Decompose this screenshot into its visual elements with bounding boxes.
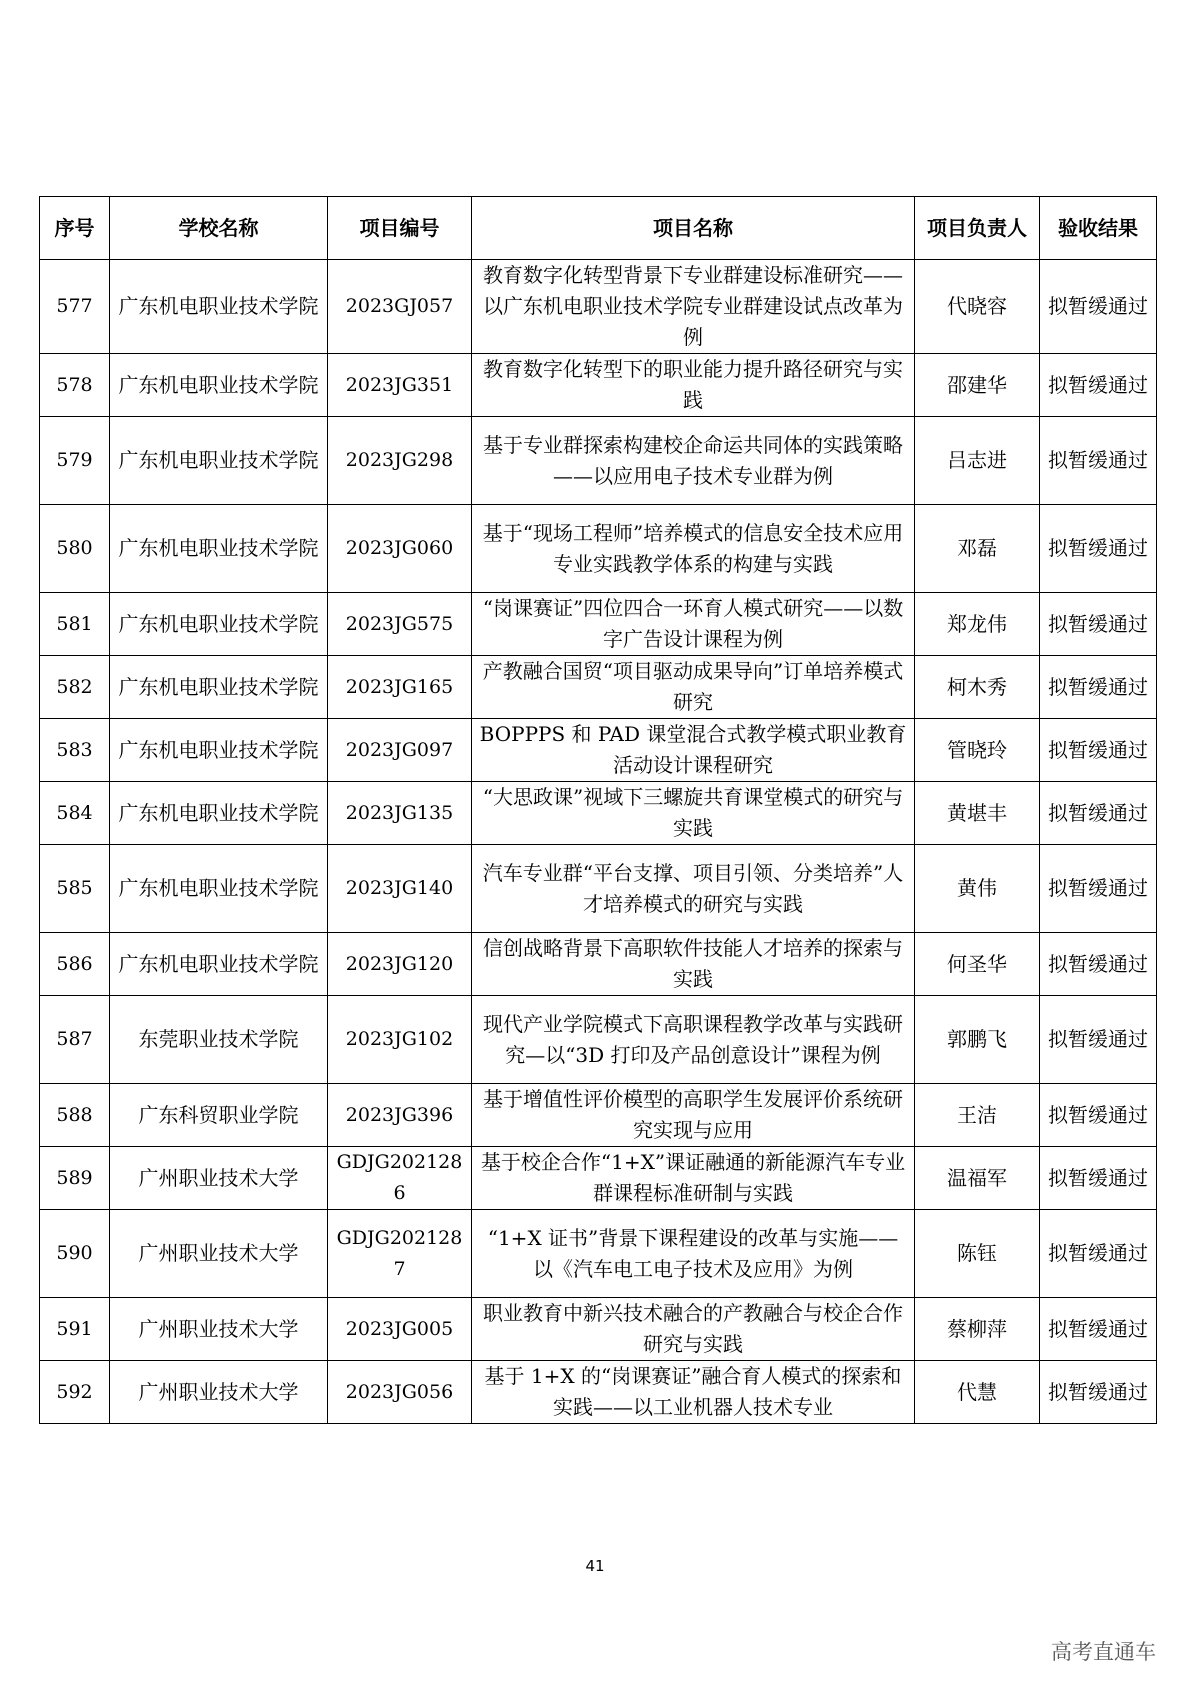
table-row [40,719,1157,782]
cell-serial: 591 [40,1298,110,1361]
cell-serial: 578 [40,354,110,417]
cell-result: 拟暂缓通过 [1040,417,1157,505]
cell-result: 拟暂缓通过 [1040,260,1157,354]
header-serial: 序号 [40,197,110,260]
cell-serial: 592 [40,1361,110,1424]
cell-result: 拟暂缓通过 [1040,1210,1157,1298]
header-leader: 项目负责人 [915,197,1040,260]
cell-project-name: 基于增值性评价模型的高职学生发展评价系统研究实现与应用 [472,1084,915,1147]
table-row [40,933,1157,996]
cell-result: 拟暂缓通过 [1040,933,1157,996]
table-row [40,1210,1157,1298]
cell-serial: 577 [40,260,110,354]
cell-leader: 代慧 [915,1361,1040,1424]
cell-project-name: 职业教育中新兴技术融合的产教融合与校企合作研究与实践 [472,1298,915,1361]
cell-school: 广东机电职业技术学院 [110,593,328,656]
cell-leader: 黄堪丰 [915,782,1040,845]
cell-serial: 585 [40,845,110,933]
cell-project-name: 基于专业群探索构建校企命运共同体的实践策略——以应用电子技术专业群为例 [472,417,915,505]
table-row [40,656,1157,719]
cell-project-code: 2023JG165 [328,656,472,719]
cell-result: 拟暂缓通过 [1040,782,1157,845]
cell-result: 拟暂缓通过 [1040,1147,1157,1210]
cell-school: 广东机电职业技术学院 [110,354,328,417]
table-row [40,996,1157,1084]
cell-school: 广东机电职业技术学院 [110,845,328,933]
table-row [40,1298,1157,1361]
cell-serial: 589 [40,1147,110,1210]
cell-leader: 蔡柳萍 [915,1298,1040,1361]
table-row [40,354,1157,417]
cell-school: 广东机电职业技术学院 [110,933,328,996]
table-row [40,1361,1157,1424]
table-row [40,1084,1157,1147]
cell-leader: 陈钰 [915,1210,1040,1298]
cell-result: 拟暂缓通过 [1040,1298,1157,1361]
cell-serial: 580 [40,505,110,593]
cell-leader: 郭鹏飞 [915,996,1040,1084]
table-row [40,505,1157,593]
cell-leader: 何圣华 [915,933,1040,996]
cell-serial: 581 [40,593,110,656]
table-row [40,782,1157,845]
watermark-text: 高考直通车 [1051,1640,1156,1664]
cell-project-code: 2023JG005 [328,1298,472,1361]
cell-leader: 邓磊 [915,505,1040,593]
cell-result: 拟暂缓通过 [1040,719,1157,782]
cell-project-name: 基于“现场工程师”培养模式的信息安全技术应用专业实践教学体系的构建与实践 [472,505,915,593]
page-number: 41 [585,1557,605,1575]
cell-project-code: 2023JG097 [328,719,472,782]
cell-school: 广州职业技术大学 [110,1210,328,1298]
cell-project-code: 2023JG298 [328,417,472,505]
cell-project-name: 产教融合国贸“项目驱动成果导向”订单培养模式研究 [472,656,915,719]
cell-leader: 吕志进 [915,417,1040,505]
cell-leader: 管晓玲 [915,719,1040,782]
cell-leader: 邵建华 [915,354,1040,417]
cell-project-code: 2023JG575 [328,593,472,656]
cell-serial: 588 [40,1084,110,1147]
header-row [40,197,1157,260]
cell-school: 广东机电职业技术学院 [110,417,328,505]
cell-school: 广东机电职业技术学院 [110,505,328,593]
header-result: 验收结果 [1040,197,1157,260]
table-row [40,845,1157,933]
cell-leader: 温福军 [915,1147,1040,1210]
cell-serial: 590 [40,1210,110,1298]
cell-result: 拟暂缓通过 [1040,593,1157,656]
cell-project-code: GDJG2021286 [328,1147,472,1210]
cell-leader: 代晓容 [915,260,1040,354]
table-row [40,260,1157,354]
header-project-name: 项目名称 [472,197,915,260]
cell-serial: 587 [40,996,110,1084]
cell-project-name: 基于 1+X 的“岗课赛证”融合育人模式的探索和实践——以工业机器人技术专业 [472,1361,915,1424]
cell-project-name: BOPPPS 和 PAD 课堂混合式教学模式职业教育活动设计课程研究 [472,719,915,782]
header-school: 学校名称 [110,197,328,260]
cell-leader: 王洁 [915,1084,1040,1147]
cell-school: 广州职业技术大学 [110,1361,328,1424]
cell-result: 拟暂缓通过 [1040,656,1157,719]
cell-school: 广东科贸职业学院 [110,1084,328,1147]
cell-project-name: 信创战略背景下高职软件技能人才培养的探索与实践 [472,933,915,996]
cell-school: 广州职业技术大学 [110,1147,328,1210]
cell-result: 拟暂缓通过 [1040,354,1157,417]
cell-project-name: 教育数字化转型下的职业能力提升路径研究与实践 [472,354,915,417]
cell-project-code: 2023JG120 [328,933,472,996]
cell-project-code: 2023JG056 [328,1361,472,1424]
cell-serial: 582 [40,656,110,719]
table-row [40,593,1157,656]
cell-school: 东莞职业技术学院 [110,996,328,1084]
cell-project-code: GDJG2021287 [328,1210,472,1298]
cell-result: 拟暂缓通过 [1040,1084,1157,1147]
cell-result: 拟暂缓通过 [1040,996,1157,1084]
cell-project-name: 现代产业学院模式下高职课程教学改革与实践研究—以“3D 打印及产品创意设计”课程为例 [472,996,915,1084]
cell-project-name: “岗课赛证”四位四合一环育人模式研究——以数字广告设计课程为例 [472,593,915,656]
cell-school: 广州职业技术大学 [110,1298,328,1361]
cell-result: 拟暂缓通过 [1040,505,1157,593]
cell-result: 拟暂缓通过 [1040,845,1157,933]
cell-result: 拟暂缓通过 [1040,1361,1157,1424]
cell-leader: 郑龙伟 [915,593,1040,656]
table-row [40,417,1157,505]
header-project-code: 项目编号 [328,197,472,260]
cell-school: 广东机电职业技术学院 [110,656,328,719]
cell-project-name: “大思政课”视域下三螺旋共育课堂模式的研究与实践 [472,782,915,845]
cell-leader: 柯木秀 [915,656,1040,719]
table-row [40,1147,1157,1210]
cell-school: 广东机电职业技术学院 [110,719,328,782]
acceptance-results-table [39,196,1157,1424]
table-header [40,197,1157,260]
cell-project-code: 2023JG060 [328,505,472,593]
cell-project-code: 2023JG135 [328,782,472,845]
cell-serial: 579 [40,417,110,505]
cell-project-name: 教育数字化转型背景下专业群建设标准研究——以广东机电职业技术学院专业群建设试点改革为例 [472,260,915,354]
cell-project-code: 2023JG102 [328,996,472,1084]
cell-serial: 583 [40,719,110,782]
cell-school: 广东机电职业技术学院 [110,260,328,354]
cell-project-name: 基于校企合作“1+X”课证融通的新能源汽车专业群课程标准研制与实践 [472,1147,915,1210]
cell-project-name: 汽车专业群“平台支撑、项目引领、分类培养”人才培养模式的研究与实践 [472,845,915,933]
cell-project-code: 2023GJ057 [328,260,472,354]
cell-serial: 586 [40,933,110,996]
cell-project-name: “1+X 证书”背景下课程建设的改革与实施——以《汽车电工电子技术及应用》为例 [472,1210,915,1298]
cell-project-code: 2023JG396 [328,1084,472,1147]
cell-project-code: 2023JG351 [328,354,472,417]
cell-project-code: 2023JG140 [328,845,472,933]
cell-school: 广东机电职业技术学院 [110,782,328,845]
cell-serial: 584 [40,782,110,845]
table-body [40,260,1157,1424]
cell-leader: 黄伟 [915,845,1040,933]
